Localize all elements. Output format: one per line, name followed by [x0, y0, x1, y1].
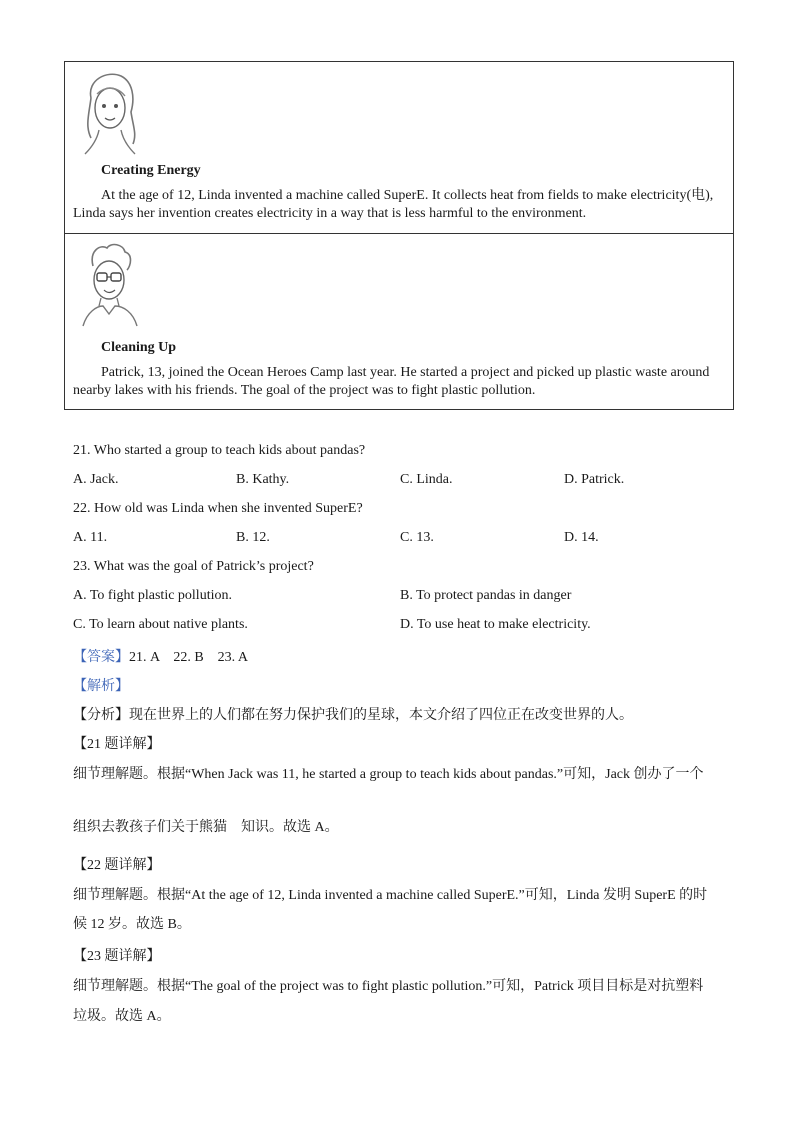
- question-22-stem: 22. How old was Linda when she invented SuperE?: [73, 501, 363, 516]
- detail-23-line2: 垃圾。故选 A。: [73, 1009, 171, 1024]
- detail-22-line1: 细节理解题。根据“At the age of 12, Linda invented a machine called SuperE.”可知，Linda 发明 SuperE 的时: [73, 888, 708, 903]
- question-21-option-a: A. Jack.: [73, 472, 119, 487]
- question-23-option-a: A. To fight plastic pollution.: [73, 588, 232, 603]
- question-21-option-b: B. Kathy.: [236, 472, 290, 487]
- analysis-summary: [73, 704, 633, 724]
- answer-text: 21. A 22. B 23. A: [129, 650, 249, 665]
- analysis-summary-text: 现在世界上的人们都在努力保护我们的星球，本文介绍了四位正在改变世界的人。: [129, 708, 633, 723]
- reading-card-linda: [64, 61, 734, 234]
- analysis-summary-label: 【分析】: [73, 708, 129, 723]
- question-23-stem: 23. What was the goal of Patrick’s project?: [73, 559, 314, 574]
- question-21-option-d: D. Patrick.: [564, 472, 625, 487]
- card-title: Cleaning Up: [101, 340, 177, 355]
- question-23-option-b: B. To protect pandas in danger: [400, 588, 572, 603]
- detail-21-heading: 【21 题详解】: [73, 737, 161, 752]
- question-23-option-d: D. To use heat to make electricity.: [400, 617, 591, 632]
- detail-21-line2: 组织去教孩子们关于熊猫 知识。故选 A。: [73, 820, 339, 835]
- answer-label: 【答案】: [73, 650, 129, 665]
- question-22-option-b: B. 12.: [236, 530, 270, 545]
- boy-portrait-icon: [77, 240, 141, 328]
- analysis-label: 【解析】: [73, 679, 129, 694]
- detail-23-heading: 【23 题详解】: [73, 949, 161, 964]
- girl-portrait-icon: [77, 68, 141, 156]
- question-23-option-c: C. To learn about native plants.: [73, 617, 248, 632]
- detail-21-line1: 细节理解题。根据“When Jack was 11, he started a group to teach kids about pandas.”可知，Jack 创办了一个: [73, 767, 704, 782]
- question-21-stem: 21. Who started a group to teach kids about pandas?: [73, 443, 366, 458]
- detail-22-heading: 【22 题详解】: [73, 858, 161, 873]
- card-text: At the age of 12, Linda invented a machine called SuperE. It collects heat from fields to make electricity(电), Linda says her invention creates electricity in a way that is less harmful to the environment.: [73, 188, 714, 221]
- detail-22-line2: 候 12 岁。故选 B。: [73, 917, 191, 932]
- answer-line: [73, 646, 248, 666]
- reading-card-patrick: [64, 233, 734, 410]
- question-22-option-d: D. 14.: [564, 530, 599, 545]
- detail-23-line1: 细节理解题。根据“The goal of the project was to fight plastic pollution.”可知，Patrick 项目目标是对抗塑料: [73, 979, 704, 994]
- card-title: Creating Energy: [101, 163, 201, 178]
- question-22-option-a: A. 11.: [73, 530, 108, 545]
- card-text: Patrick, 13, joined the Ocean Heroes Camp last year. He started a project and picked up plastic waste around nearby lakes with his friends. The goal of the project was to fight plastic pollution.: [73, 365, 710, 398]
- question-21-option-c: C. Linda.: [400, 472, 453, 487]
- question-22-option-c: C. 13.: [400, 530, 434, 545]
